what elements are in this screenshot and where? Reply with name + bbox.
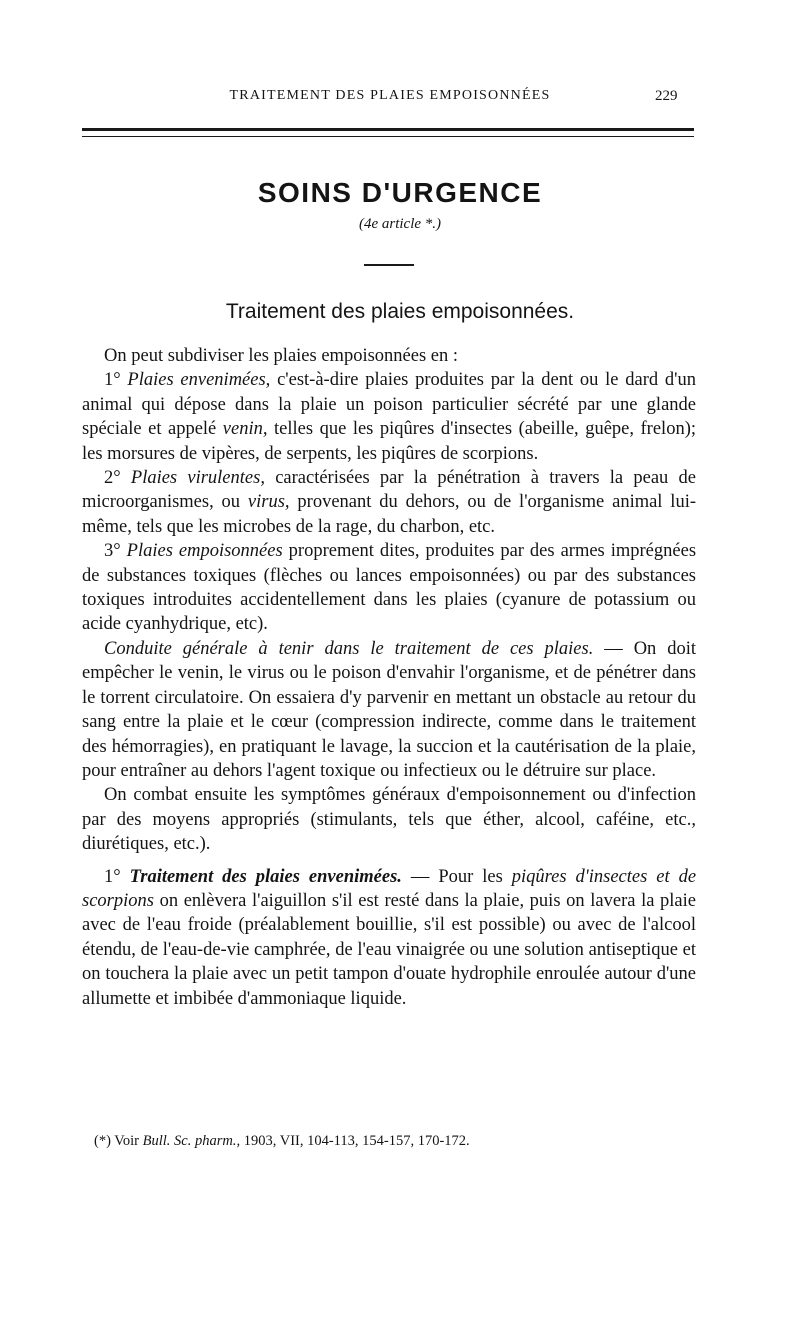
subheading-treatment: Traitement des plaies envenimées. (129, 866, 402, 887)
paragraph-intro: On peut subdiviser les plaies empoisonnées en : (104, 346, 459, 366)
running-title: TRAITEMENT DES PLAIES EMPOISONNÉES (229, 88, 551, 103)
term-piqures: piqûres d'insectes et de scorpions (82, 866, 697, 911)
list-number: 1° (104, 370, 121, 391)
article-note: (4e article *.) (358, 216, 442, 232)
term-virus: virus, (247, 492, 290, 513)
paragraph-text: proprement dites, produites par des armes imprégnées de substances toxiques (flèches ou lances empoisonnées) ou par des substances toxiques introduites accidentellement dans les plaies (cyanure de potassium ou acide cyanhydrique, etc). (82, 541, 697, 635)
paragraph-symptoms: On combat ensuite les symptômes généraux d'empoisonnement ou d'infection par des moyens appropriés (stimulants, tels que éther, alcool, caféine, etc., diurétiques, etc.). (82, 785, 696, 855)
term-venin: venin, (222, 419, 268, 440)
paragraph-text: provenant du dehors, ou de l'organisme animal lui-même, tels que les microbes de la rage, du charbon, etc. (82, 492, 696, 537)
section-heading: Traitement des plaies empoisonnées. (225, 300, 575, 323)
paragraph-text: — On doit empêcher le venin, le virus ou le poison d'envahir l'organisme, et de pénétrer dans le torrent circulatoire. On essaiera d'y parvenir en mettant un obstacle au retour du sang entre la plaie et le cœur (compression indirecte, comme dans le traitement des hémorragies), en pratiquant le lavage, la succion et la cautérisation de la plaie, pour entraîner au dehors l'agent toxique ou infectieux ou le détruire sur place. (82, 638, 697, 781)
paragraph-text: telles que les piqûres d'insectes (abeille, guêpe, frelon); les morsures de vipères, de serpents, les piqûres de scorpions. (82, 419, 696, 464)
paragraph-text: on enlèvera l'aiguillon s'il est resté dans la plaie, puis on lavera la plaie avec de l'eau froide (préalablement bouillie, s'il est possible) ou avec de l'alcool étendu, de l'eau-de-vie camphrée, de l'eau vinaigrée ou une solution antiseptique et on touchera la plaie avec un petit tampon d'ouate hydrophile enroulée autour d'une allumette et imbibée d'ammoniaque liquide. (82, 890, 696, 1009)
footnote-source: Bull. Sc. pharm., (142, 1133, 241, 1149)
paragraph-envenomed (82, 368, 696, 466)
term-plaies-empoisonnees: Plaies empoisonnées (126, 541, 283, 562)
paragraph-text: — Pour les (410, 866, 503, 887)
footnote-refs: 1903, VII, 104-113, 154-157, 170-172. (243, 1133, 470, 1149)
list-number: 2° (104, 468, 121, 489)
paragraph-poisoned (82, 539, 696, 637)
running-header (0, 88, 800, 110)
term-plaies-virulentes: Plaies virulentes, (130, 468, 265, 489)
title-divider (364, 264, 414, 266)
main-title: SOINS D'URGENCE (257, 177, 543, 208)
footnote-text: Voir (114, 1133, 140, 1149)
term-conduite-generale: Conduite générale à tenir dans le traitement de ces plaies. (104, 638, 594, 659)
paragraph-treatment-envenomed (82, 865, 696, 1011)
paragraph-general-conduct (82, 637, 696, 783)
list-number: 3° (104, 541, 121, 562)
page-number: 229 (655, 88, 678, 104)
paragraph-virulent (82, 466, 696, 539)
footnote-mark: (*) (94, 1133, 111, 1149)
paragraph-text: caractérisées par la pénétration à travers la peau de microorganismes, ou (82, 468, 696, 513)
header-rule-thin (82, 136, 694, 137)
body-text (82, 344, 696, 1011)
list-number: 1° (104, 866, 121, 887)
header-rule-thick (82, 128, 694, 131)
title-block (0, 176, 800, 233)
footnote (94, 1133, 714, 1150)
term-plaies-envenimees: Plaies envenimées, (127, 370, 271, 391)
paragraph-text: c'est-à-dire plaies produites par la dent ou le dard d'un animal qui dépose dans la plaie un poison particulier sécrété par une glande spéciale et appelé (82, 370, 696, 440)
